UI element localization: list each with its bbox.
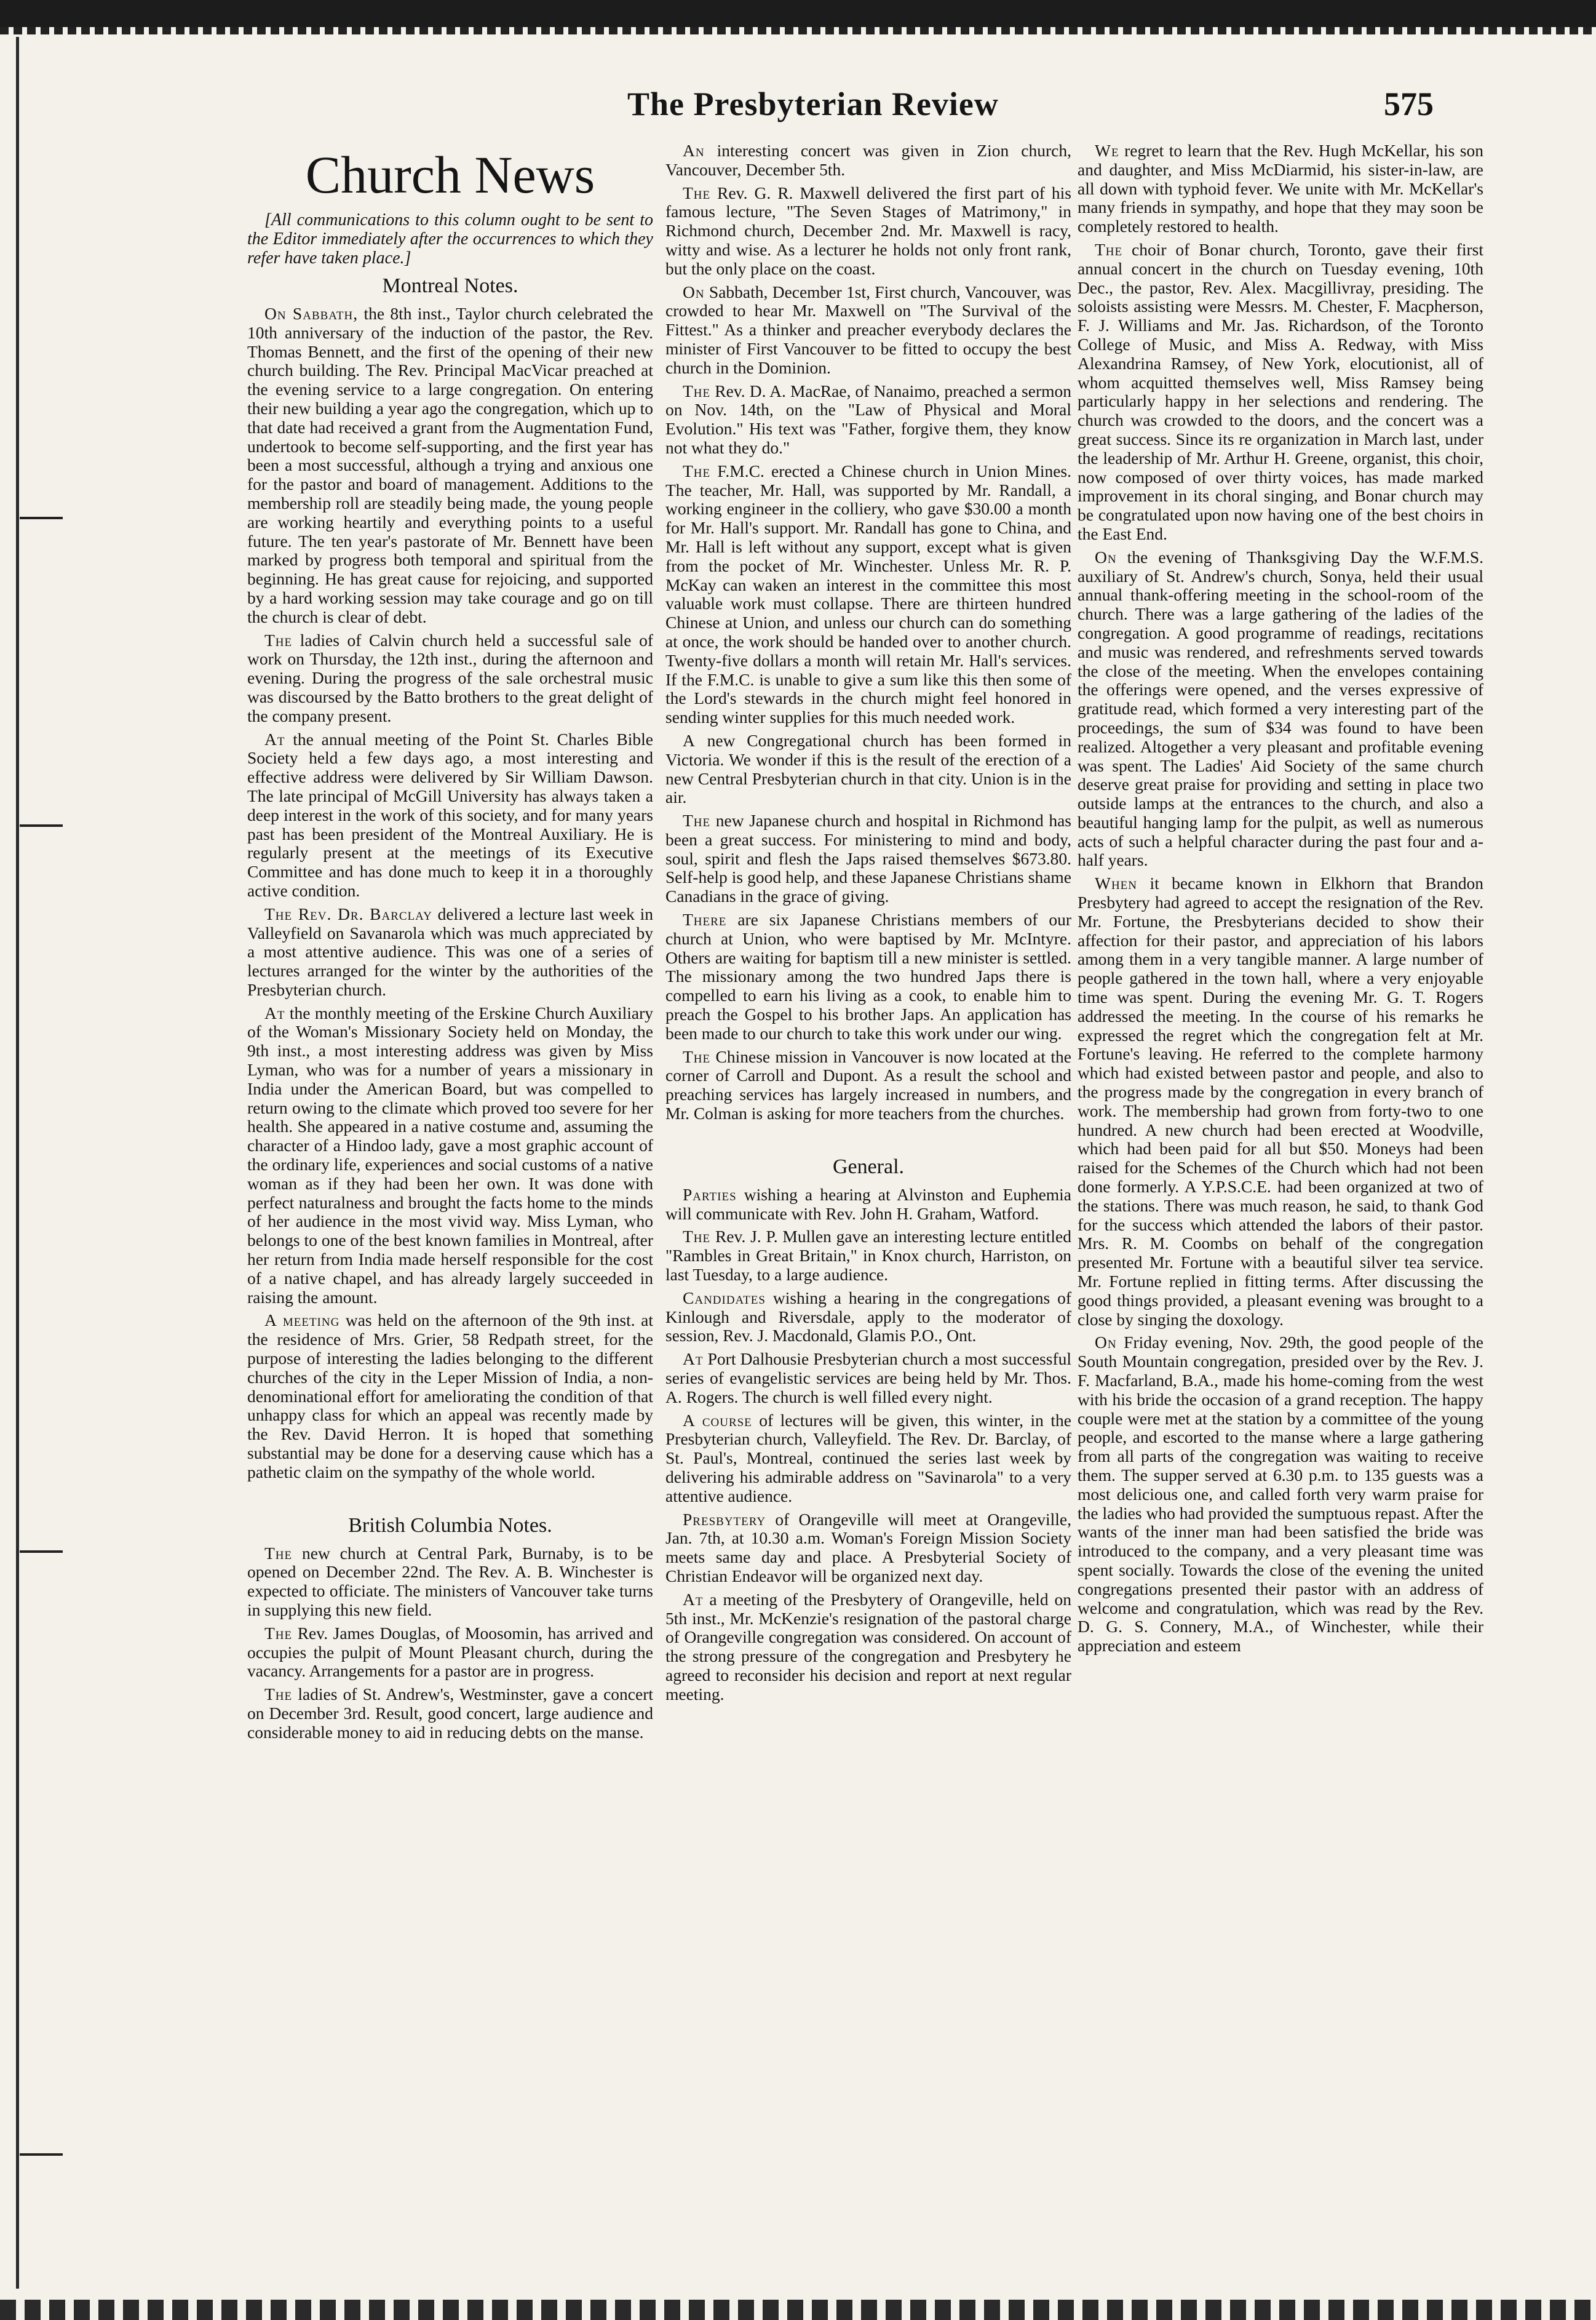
article-paragraph: When it became known in Elkhorn that Brandon Presbytery had agreed to accept the resignation of the Rev. Mr. Fortune, the Presbyterians decided to show their affection for their pastor, and appreciation of his labors among them in a very tangible manner. A large number of people gathered in the town hall, where a very enjoyable time was spent. During the evening Mr. G. T. Rogers addressed the meeting. In the course of his remarks he expressed the regret which the congregation felt at Mr. Fortune's leaving. He referred to the complete harmony which had existed between pastor and people, and also to the progress made by the congregation in every branch of work. The membership had grown from forty-two to one hundred. A new church had been erected at Woodville, which had been paid for all but $50. Moneys had been raised for the Schemes of the Church which had not been done formerly. A Y.P.S.C.E. had been organized at two of the stations. There was much reason, he said, to thank God for the success which attended the labors of their pastor. Mrs. R. M. Coombs on behalf of the congregation presented Mr. Fortune with a beautiful silver tea service. Mr. Fortune replied in fitting terms. After discussing the good things provided, a pleasant evening was brought to a close by singing the doxology. [1078,874,1483,1329]
article-paragraph: Parties wishing a hearing at Alvinston and Euphemia will communicate with Rev. John H. Graham, Watford. [665,1184,1071,1223]
article-paragraph: At the annual meeting of the Point St. Charles Bible Society held a few days ago, a most interesting and effective address were delivered by Sir William Dawson. The late principal of McGill University has always taken a deep interest in the work of this society, and for many years past has been president of the Montreal Auxiliary. He is regularly present at the meetings of its Executive Committee and has done much to keep it in a thoroughly active condition. [247,729,653,900]
article-paragraph: The ladies of St. Andrew's, Westminster, gave a concert on December 3rd. Result, good concert, large audience and considerable money to aid in reducing debts on the manse. [247,1684,653,1742]
column-1 [247,142,653,2282]
article-paragraph: At the monthly meeting of the Erskine Church Auxiliary of the Woman's Missionary Society held on Monday, the 9th inst., a most interesting address was given by Miss Lyman, who was for a number of years a missionary in India under the American Board, but was compelled to return owing to the climate which proved too severe for her health. She appeared in a native costume and, assuming the character of a Hindoo lady, gave a most graphic account of the ordinary life, experiences and social customs of a native woman as if they had been her own. It was done with perfect naturalness and brought the facts home to the minds of her audience in the most vivid way. Miss Lyman, who belongs to one of the best known families in Montreal, after her return from India made herself responsible for the cost of a native chapel, and has already largely succeeded in raising the amount. [247,1003,653,1307]
article-paragraph: The Rev. G. R. Maxwell delivered the first part of his famous lecture, "The Seven Stages of Matrimony," in Richmond church, December 2nd. Mr. Maxwell is racy, witty and wise. As a lecturer he holds not only front rank, but the only place on the coast. [665,183,1071,278]
top-scan-edge [0,27,1596,34]
article-paragraph: On the evening of Thanksgiving Day the W.F.M.S. auxiliary of St. Andrew's church, Sonya, held their usual annual thank-offering meeting in the school-room of the church. There was a large gathering of the ladies of the congregation. A good programme of readings, recitations and music was rendered, and refreshments served towards the close of the meeting. When the envelopes containing the offerings were opened, and the verses expressive of gratitude read, which formed a very interesting part of the proceedings, the sum of $34 was found to have been realized. Altogether a very pleasant and profitable evening was spent. The Ladies' Aid Society of the same church deserve great praise for providing and setting in place two outside lamps at the entrances to the church, and also a beautiful hanging lamp for the pulpit, as well as numerous acts of such a helpful character during the past four and a-half years. [1078,547,1483,870]
article-paragraph: The Rev. J. P. Mullen gave an interesting lecture entitled "Rambles in Great Britain," in Knox church, Harriston, on last Tuesday, to a large audience. [665,1227,1071,1285]
montreal-heading: Montreal Notes. [382,274,518,297]
article-paragraph: Presbytery of Orangeville will meet at Orangeville, Jan. 7th, at 10.30 a.m. Woman's Foreign Mission Society meets same day and place. A Presbyterial Society of Christian Endeavor will be organized next day. [665,1509,1071,1585]
bottom-scan-border [0,2300,1596,2320]
margin-mark [20,517,63,519]
article-paragraph: The F.M.C. erected a Chinese church in Union Mines. The teacher, Mr. Hall, was supported by Mr. Randall, a working engineer in the colliery, who gave $30.00 a month for Mr. Hall's support. Mr. Randall has gone to China, and Mr. Hall is left without any support, except what is given from the pocket of Mr. Winchester. Unless Mr. R. P. McKay can waken an interest in the committee this most valuable work must collapse. There are thirteen hundred Chinese at Union, and unless our church can do something at once, the work should be handed over to another church. Twenty-five dollars a month will retain Mr. Hall's services. If the F.M.C. is unable to give a sum like this then some of the Lord's stewards in the church might feel honored in sending winter supplies for this much needed work. [665,461,1071,727]
page-header [0,85,1596,134]
margin-mark [20,2153,63,2156]
page-number: 575 [1384,86,1434,122]
editor-note: [All communications to this column ought to be sent to the Editor immediately after the occurrences to which they refer have taken place.] [247,210,653,268]
article-paragraph: On Sabbath, December 1st, First church, Vancouver, was crowded to hear Mr. Maxwell on "The Survival of the Fittest." As a thinker and preacher everybody declares the minister of First Vancouver to be fitted to occupy the best church in the Dominion. [665,282,1071,377]
article-paragraph: The choir of Bonar church, Toronto, gave their first annual concert in the church on Tuesday evening, 10th Dec., the pastor, Rev. Alex. Macgillivray, presiding. The soloists assisting were Messrs. M. Chester, F. Macpherson, F. J. Williams and Mr. Jas. Richardson, of the Toronto College of Music, and Miss A. Redway, with Miss Alexandrina Ramsey, of New York, elocutionist, all of whom acquitted themselves well, Miss Ramsey being particularly happy in her selections and rendering. The church was crowded to the doors, and the concert was a great success. Since its re organization in March last, under the leadership of Mr. Arthur H. Greene, organist, this choir, now composed of over thirty voices, has made marked improvement in its choral singing, and Bonar church may be congratulated upon now having one of the best choirs in the East End. [1078,239,1483,543]
article-paragraph: A new Congregational church has been formed in Victoria. We wonder if this is the result of the erection of a new Central Presbyterian church in that city. Union is in the air. [665,730,1071,807]
article-paragraph: The Rev. Dr. Barclay delivered a lecture last week in Valleyfield on Savanarola which was much appreciated by a most attentive audience. This was one of a series of lectures arranged for the winter by the authorities of the Presbyterian church. [247,904,653,999]
article-paragraph: On Sabbath, the 8th inst., Taylor church celebrated the 10th anniversary of the induction of the pastor, the Rev. Thomas Bennett, and the first of the opening of their new church building. The Rev. Principal MacVicar preached at the evening service to a large congregation. On entering their new building a year ago the congregation, which up to that date had received a grant from the Augmentation Fund, undertook to become self-supporting, and the first year has been a most successful, although a trying and anxious one for the pastor and board of management. Additions to the membership roll are steadily being made, the young people are working heartily and everything points to a useful future. The ten year's pastorate of Mr. Bennett have been marked by progress both temporal and spiritual from the beginning. He has great cause for rejoicing, and supported by a hard working session may take courage and go on till the church is clear of debt. [247,304,653,626]
journal-title: The Presbyterian Review [627,86,999,122]
margin-mark [20,824,63,827]
article-paragraph: At a meeting of the Presbytery of Orangeville, held on 5th inst., Mr. McKenzie's resignation of the pastoral charge of Orangeville congregation was considered. On account of the strong pressure of the congregation and Presbytery he agreed to reconsider his decision and report at next regular meeting. [665,1589,1071,1704]
column-3 [1078,142,1483,2282]
article-paragraph: The Rev. James Douglas, of Moosomin, has arrived and occupies the pulpit of Mount Pleasant church, during the vacancy. Arrangements for a pastor are in progress. [247,1623,653,1681]
article-paragraph: A course of lectures will be given, this winter, in the Presbyterian church, Valleyfield. The Rev. Dr. Barclay, of St. Paul's, Montreal, continued the series last week by delivering his admirable address on "Savinarola" to a very attentive audience. [665,1410,1071,1505]
article-paragraph: At Port Dalhousie Presbyterian church a most successful series of evangelistic services are being held by Mr. Thos. A. Rogers. The church is well filled every night. [665,1349,1071,1406]
general-heading: General. [832,1155,905,1178]
margin-mark [20,1550,63,1553]
article-paragraph: A meeting was held on the afternoon of the 9th inst. at the residence of Mrs. Grier, 58 Redpath street, for the purpose of interesting the ladies belonging to the different churches of the city in the Leper Mission of India, a non-denominational effort for ameliorating the condition of that unhappy class for which an appeal was recently made by the Rev. David Herron. It is hoped that something substantial may be done for a deserving cause which has a pathetic claim on the sympathy of the whole world. [247,1310,653,1481]
article-paragraph: There are six Japanese Christians members of our church at Union, who were baptised by Mr. McIntyre. Others are waiting for baptism till a new minister is settled. The missionary among the two hundred Japs there is compelled to earn his living as a cook, to enable him to preach the Gospel to his brother Japs. An application has been made to our church to take this work under our wing. [665,910,1071,1043]
article-paragraph: The ladies of Calvin church held a successful sale of work on Thursday, the 12th inst., during the afternoon and evening. During the progress of the sale orchestral music was discoursed by the Batto brothers to the great delight of the company present. [247,630,653,725]
section-title: Church News [305,145,595,204]
british-columbia-heading: British Columbia Notes. [348,1513,552,1537]
article-paragraph: The Chinese mission in Vancouver is now located at the corner of Carroll and Dupont. As a result the school and preaching services has largely increased in numbers, and Mr. Colman is asking for more teachers from the churches. [665,1046,1071,1123]
top-scan-border [0,0,1596,27]
article-paragraph: We regret to learn that the Rev. Hugh McKellar, his son and daughter, and Miss McDiarmid, his sister-in-law, are all down with typhoid fever. We unite with Mr. McKellar's many friends in sympathy, and hope that they may soon be completely restored to health. [1078,142,1483,236]
article-paragraph: The new church at Central Park, Burnaby, is to be opened on December 22nd. The Rev. A. B. Winchester is expected to officiate. The ministers of Vancouver take turns in supplying this new field. [247,1543,653,1619]
column-2 [665,142,1071,2282]
article-paragraph: The new Japanese church and hospital in Richmond has been a great success. For ministering to mind and body, soul, spirit and flesh the Japs raised themselves $673.80. Self-help is good help, and these Japanese Christians shame Canadians in the grace of giving. [665,811,1071,906]
article-paragraph: On Friday evening, Nov. 29th, the good people of the South Mountain congregation, presided over by the Rev. J. F. Macfarland, B.A., made his home-coming from the west with his bride the occasion of a grand reception. The happy couple were met at the station by a committee of the young people, and escorted to the manse where a large gathering from all parts of the congregation was waiting to receive them. The supper served at 6.30 p.m. to 135 guests was a most delicious one, and called forth very warm praise for the ladies who had provided the sumptuous repast. After the wants of the inner man had been satisfied the bride was introduced to the company, and a very pleasant time was spent socially. Towards the close of the evening the united congregations presented their pastor with an address of welcome and congratulation, which was read by the Rev. D. G. S. Connery, M.A., of Winchester, while their appreciation and esteem [1078,1333,1483,1656]
left-margin-rule [16,37,19,2289]
article-paragraph: An interesting concert was given in Zion church, Vancouver, December 5th. [665,142,1071,179]
article-paragraph: Candidates wishing a hearing in the congregations of Kinlough and Riversdale, apply to the moderator of session, Rev. J. Macdonald, Glamis P.O., Ont. [665,1288,1071,1345]
article-paragraph: The Rev. D. A. MacRae, of Nanaimo, preached a sermon on Nov. 14th, on the "Law of Physical and Moral Evolution." His text was "Father, forgive them, they know not what they do." [665,381,1071,457]
